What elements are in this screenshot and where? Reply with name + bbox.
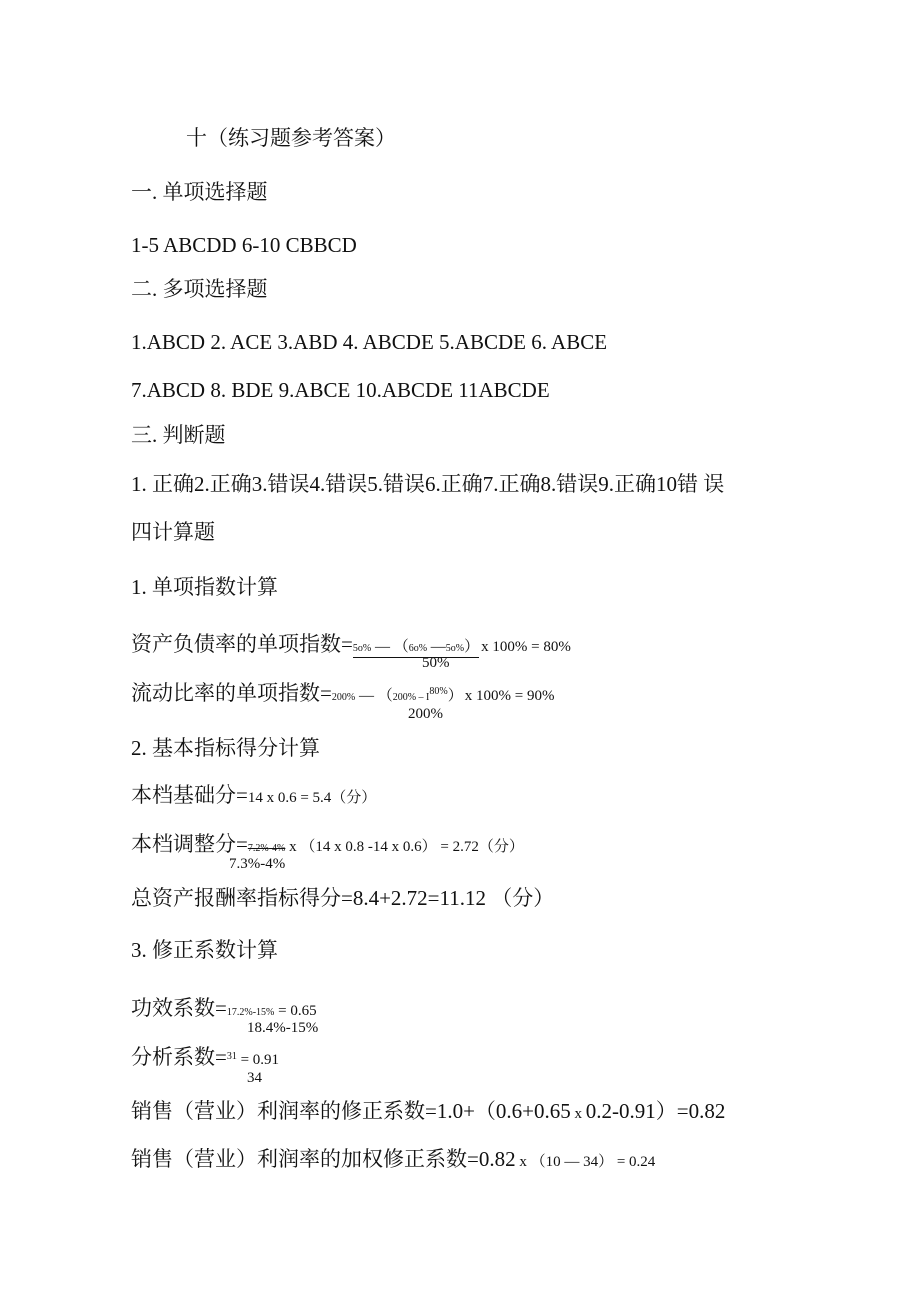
page-title: 十（练习题参考答案） [186,126,396,150]
formula-denominator: 18.4%-15% [247,1020,319,1036]
formula-denominator: 50% [422,655,450,671]
formula-denominator: 200% [408,706,443,722]
formula-current-ratio: 流动比率的单项指数=200% — $(200\% - I^{80\%})$ x 100% = 90% [131,681,555,705]
formula-label: 资产负债率的单项指数= [131,632,353,656]
formula-denominator: 34 [247,1070,262,1086]
subsection-3-heading: 3. 修正系数计算 [131,938,278,962]
section-1-answers: 1-5 ABCDD 6-10 CBBCD [131,233,357,257]
adjust-score-line: 本档调整分=7.2%-4% x （14 x 0.8 -14 x 0.6） = 2.72（分） [131,832,524,856]
section-3-heading: 三. 判断题 [131,423,226,447]
analysis-coefficient-line: 分析系数=$^{31}$ = 0.91 [131,1045,280,1069]
section-2-heading: 二. 多项选择题 [131,277,268,301]
subsection-2-heading: 2. 基本指标得分计算 [131,736,320,760]
section-1-heading: 一. 单项选择题 [131,180,268,204]
formula-asset-liability: 资产负债率的单项指数=5o% — （6o% —5o%） x 100% = 80% [131,632,571,656]
total-score-line: 总资产报酬率指标得分=8.4+2.72=11.12 （分） [131,886,555,910]
section-3-answers: 1. 正确2.正确3.错误4.错误5.错误6.正确7.正确8.错误9.正确10错 误 [131,472,725,496]
formula-denominator: 7.3%-4% [229,856,286,872]
efficacy-coefficient-line: 功效系数=17.2%-15% = 0.65 [131,996,317,1020]
weighted-correction-line: 销售（营业）利润率的加权修正系数=0.82 x （10 — 34） = 0.24 [131,1147,656,1171]
subsection-1-heading: 1. 单项指数计算 [131,575,278,599]
section-2-answers-line1: 1.ABCD 2. ACE 3.ABD 4. ABCDE 5.ABCDE 6. ABCE [131,330,608,354]
section-4-heading: 四计算题 [131,520,215,544]
base-score-line: 本档基础分=14 x 0.6 = 5.4（分） [131,783,377,807]
correction-coefficient-line: 销售（营业）利润率的修正系数=1.0+（0.6+0.65 x 0.2-0.91）=0.82 [131,1099,726,1123]
section-2-answers-line2: 7.ABCD 8. BDE 9.ABCE 10.ABCDE 11ABCDE [131,378,550,402]
